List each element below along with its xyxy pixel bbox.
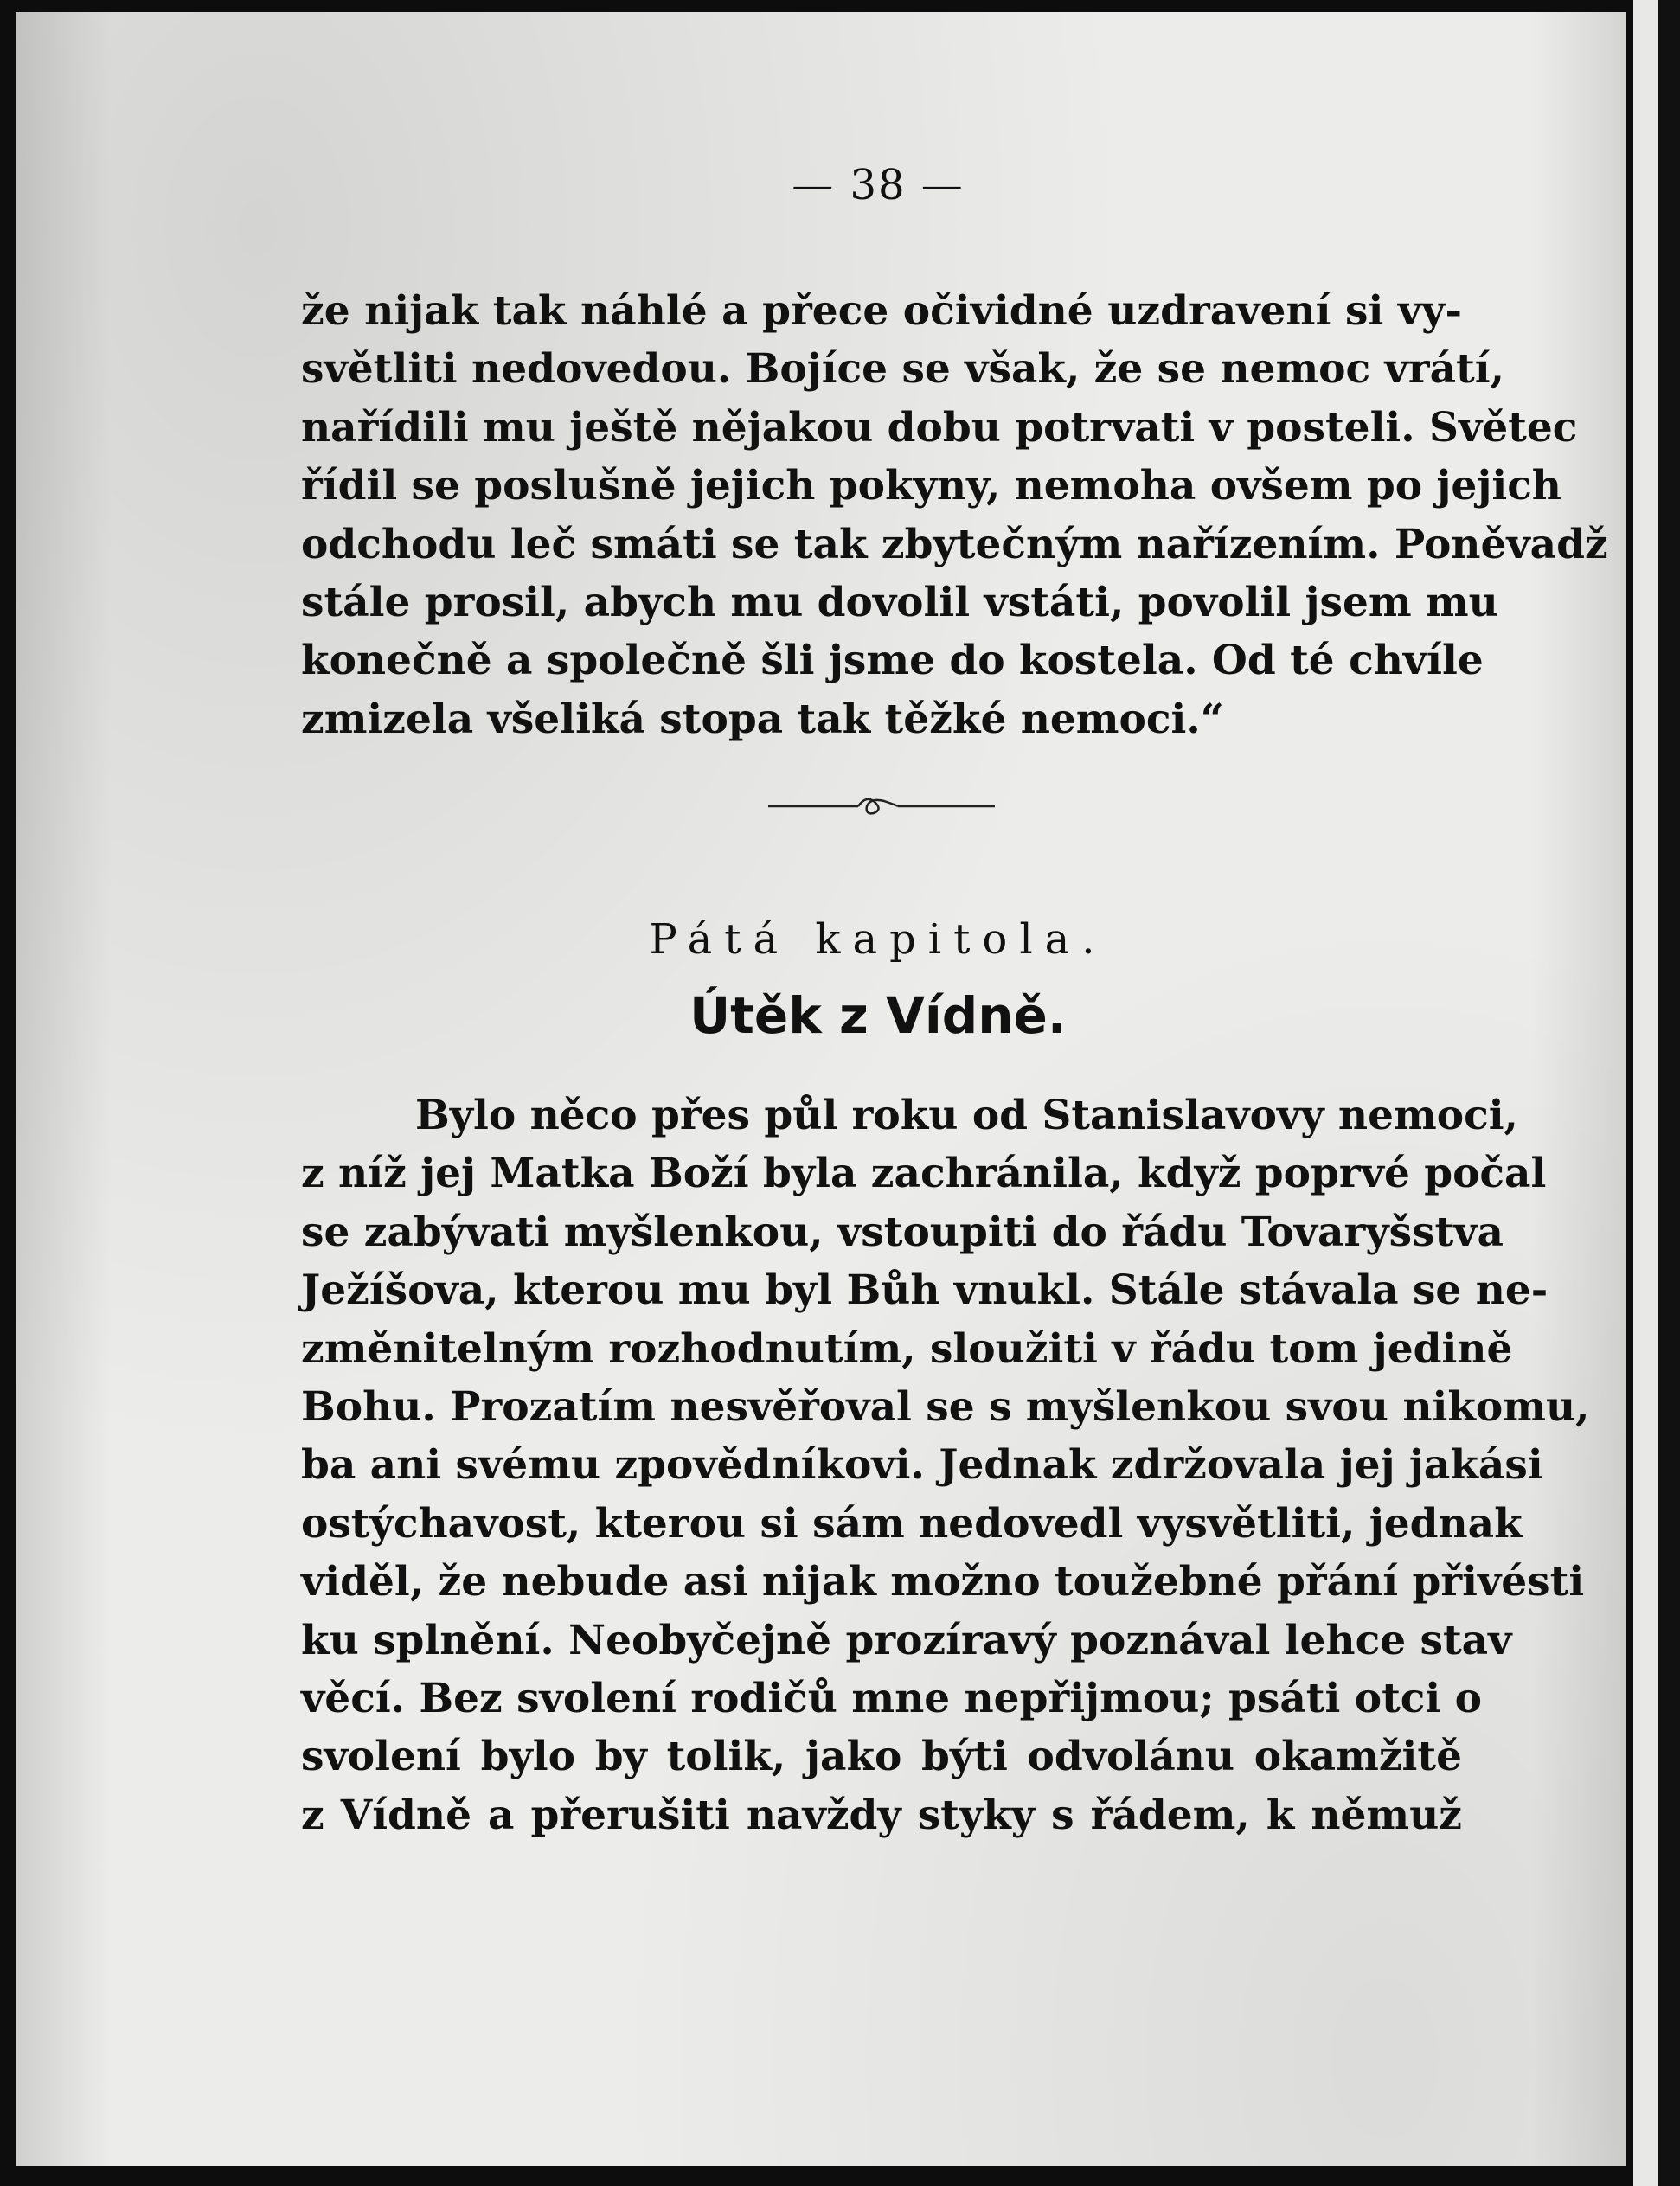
text-line: zmizela všeliká stopa tak těžké nemoci.“	[301, 695, 1224, 743]
page-number: — 38 —	[792, 161, 965, 209]
chapter-title: Útěk z Vídně.	[689, 986, 1067, 1045]
text-line: věcí. Bez svolení rodičů mne nepřijmou; psáti otci o	[301, 1675, 1482, 1723]
text-line: Bylo něco přes půl roku od Stanislavovy nemoci,	[415, 1092, 1518, 1139]
text-line: nařídili mu ještě nějakou dobu potrvati v posteli. Světec	[301, 403, 1578, 452]
text-line: ku splnění. Neobyčejně prozíravý poznával lehce stav	[301, 1616, 1512, 1664]
text-line: z Vídně a přerušiti navždy styky s řádem, k němuž	[301, 1791, 1462, 1839]
section-divider-ornament	[768, 789, 995, 820]
text-line: se zabývati myšlenkou, vstoupiti do řádu Tovaryšstva	[301, 1208, 1504, 1256]
text-line: svolení bylo by tolik, jako býti odvolánu okamžitě	[301, 1733, 1462, 1781]
chapter-paragraph	[301, 1087, 1590, 1844]
text-line: Bohu. Prozatím nesvěřoval se s myšlenkou svou nikomu,	[301, 1383, 1590, 1432]
text-line: Ježíšova, kterou mu byl Bůh vnukl. Stále stávala se ne-	[301, 1266, 1549, 1315]
text-line: ba ani svému zpovědníkovi. Jednak zdržovala jej jakási	[301, 1441, 1543, 1490]
text-line: odchodu leč smáti se tak zbytečným nařízením. Poněvadž	[301, 520, 1608, 568]
scan-border	[1658, 0, 1680, 2186]
text-line: ostýchavost, kterou si sám nedovedl vysvětliti, jednak	[301, 1499, 1523, 1548]
next-page-edge	[1626, 0, 1680, 2186]
text-line: změnitelným rozhodnutím, sloužiti v řádu tom jedině	[301, 1324, 1513, 1373]
chapter-label: Pátá kapitola.	[649, 915, 1107, 964]
text-line: z níž jej Matka Boží byla zachránila, když poprvé počal	[301, 1150, 1547, 1198]
text-line: stále prosil, abych mu dovolil vstáti, povolil jsem mu	[301, 579, 1498, 627]
text-line: řídil se poslušně jejich pokyny, nemoha ovšem po jejich	[301, 462, 1561, 510]
text-line: že nijak tak náhlé a přece očividné uzdravení si vy-	[301, 287, 1462, 335]
text-line: viděl, že nebude asi nijak možno toužebné přání přivésti	[301, 1558, 1585, 1606]
text-line: světliti nedovedou. Bojíce se však, že se nemoc vrátí,	[301, 345, 1504, 394]
text-line: konečně a společně šli jsme do kostela. Od té chvíle	[301, 637, 1484, 685]
paragraph-continued	[301, 282, 1608, 748]
